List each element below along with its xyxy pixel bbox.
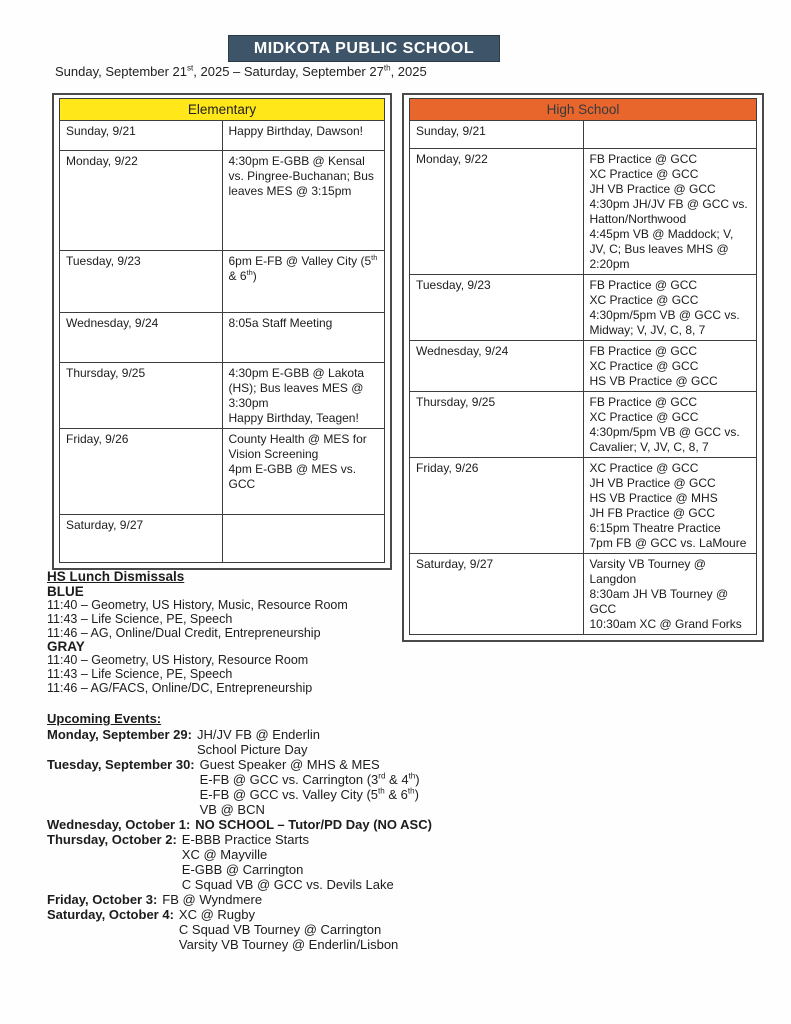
upcoming-event: [47, 817, 687, 832]
lunch-line: 11:46 – AG/FACS, Online/DC, Entrepreneurship: [47, 680, 313, 695]
event-line: JH/JV FB @ Enderlin: [196, 727, 320, 742]
events-cell: [583, 121, 757, 149]
elementary-schedule-table: [52, 93, 392, 570]
events-cell: [583, 392, 757, 458]
schedule-row: [410, 275, 757, 341]
event-line: C Squad VB @ GCC vs. Devils Lake: [181, 877, 394, 892]
elementary-header: Elementary: [60, 99, 385, 121]
event-line: Varsity VB Tourney @ Langdon: [589, 557, 706, 586]
event-date-label: Wednesday, October 1:: [47, 817, 191, 832]
event-line: XC @ Mayville: [181, 847, 268, 862]
event-line: E-GBB @ Carrington: [181, 862, 304, 877]
event-lines: [162, 892, 262, 907]
upcoming-event: [47, 757, 687, 817]
event-line: 4:45pm VB @ Maddock; V, JV, C; Bus leaves MHS @ 2:20pm: [589, 227, 734, 271]
event-line: 7pm FB @ GCC vs. LaMoure: [589, 536, 747, 550]
event-lines: [200, 757, 420, 817]
upcoming-event: [47, 907, 687, 952]
day-cell: Thursday, 9/25: [60, 363, 223, 429]
events-cell: [583, 341, 757, 392]
event-line: VB @ BCN: [199, 802, 265, 817]
event-lines: [182, 832, 394, 892]
high-school-header: High School: [410, 99, 757, 121]
event-line: School Picture Day: [196, 742, 308, 757]
event-date-label: Tuesday, September 30:: [47, 757, 195, 772]
event-line: JH VB Practice @ GCC: [589, 182, 716, 196]
events-cell: [222, 363, 385, 429]
lunch-line: 11:43 – Life Science, PE, Speech: [47, 611, 233, 626]
event-line: XC @ Rugby: [178, 907, 255, 922]
events-cell: [222, 121, 385, 151]
day-cell: Sunday, 9/21: [60, 121, 223, 151]
event-line: 4:30pm/5pm VB @ GCC vs. Midway; V, JV, C, 8, 7: [589, 308, 740, 337]
event-line: 10:30am XC @ Grand Forks: [589, 617, 742, 631]
event-line: 8:05a Staff Meeting: [228, 316, 333, 330]
event-line: XC Practice @ GCC: [589, 293, 699, 307]
schedule-row: [410, 149, 757, 275]
event-line: FB @ Wyndmere: [162, 892, 263, 907]
upcoming-events-section: [47, 711, 687, 952]
event-line: FB Practice @ GCC: [589, 278, 698, 292]
event-line: NO SCHOOL – Tutor/PD Day (NO ASC): [195, 817, 432, 832]
event-date-label: Saturday, October 4:: [47, 907, 174, 922]
event-line: Happy Birthday, Dawson!: [228, 124, 364, 138]
event-line: XC Practice @ GCC: [589, 410, 699, 424]
lunch-line: 11:40 – Geometry, US History, Resource Room: [47, 653, 309, 668]
event-line: C Squad VB Tourney @ Carrington: [178, 922, 382, 937]
schedule-row: [60, 251, 385, 313]
event-line: 4:30pm/5pm VB @ GCC vs. Cavalier; V, JV, C, 8, 7: [589, 425, 740, 454]
events-cell: [222, 251, 385, 313]
schedule-row: [410, 392, 757, 458]
elementary-table: [59, 98, 385, 563]
event-date-label: Friday, October 3:: [47, 892, 158, 907]
day-cell: Wednesday, 9/24: [410, 341, 584, 392]
event-line: County Health @ MES for Vision Screening: [228, 432, 367, 461]
hs-lunch-dismissals-section: [47, 569, 607, 696]
day-cell: Tuesday, 9/23: [60, 251, 223, 313]
day-cell: Saturday, 9/27: [410, 554, 584, 635]
day-cell: Friday, 9/26: [410, 458, 584, 554]
event-line: HS VB Practice @ MHS: [589, 491, 718, 505]
page-title: [228, 35, 500, 62]
events-cell: [222, 151, 385, 251]
event-line: XC Practice @ GCC: [589, 167, 699, 181]
page-title-text: MIDKOTA PUBLIC SCHOOL: [253, 39, 475, 57]
lunch-line: 11:40 – Geometry, US History, Music, Resource Room: [47, 598, 348, 612]
events-cell: [583, 275, 757, 341]
day-cell: Thursday, 9/25: [410, 392, 584, 458]
event-line: 4pm E-GBB @ MES vs. GCC: [228, 462, 357, 491]
day-cell: Monday, 9/22: [410, 149, 584, 275]
day-cell: Wednesday, 9/24: [60, 313, 223, 363]
event-line: XC Practice @ GCC: [589, 461, 699, 475]
event-line: Guest Speaker @ MHS & MES: [199, 757, 380, 772]
event-line: JH FB Practice @ GCC: [589, 506, 716, 520]
lunch-group-name: GRAY: [47, 639, 85, 655]
event-line: 6:15pm Theatre Practice: [589, 521, 721, 535]
event-date-label: Monday, September 29:: [47, 727, 192, 742]
events-cell: [222, 429, 385, 515]
events-cell: [583, 149, 757, 275]
event-line: E-BBB Practice Starts: [181, 832, 309, 847]
day-cell: Tuesday, 9/23: [410, 275, 584, 341]
lunch-line: 11:43 – Life Science, PE, Speech: [47, 667, 233, 682]
high-school-table: [409, 98, 757, 635]
event-line: E-FB @ GCC vs. Carrington (3rd & 4th): [199, 771, 420, 787]
lunch-heading: HS Lunch Dismissals: [47, 569, 185, 584]
schedule-row: [60, 313, 385, 363]
lunch-line: 11:46 – AG, Online/Dual Credit, Entrepreneurship: [47, 625, 321, 640]
day-cell: Monday, 9/22: [60, 151, 223, 251]
events-cell: [222, 313, 385, 363]
event-line: FB Practice @ GCC: [589, 152, 698, 166]
schedule-row: [60, 429, 385, 515]
event-line: JH VB Practice @ GCC: [589, 476, 716, 490]
events-cell: [222, 515, 385, 563]
events-cell: [583, 554, 757, 635]
event-line: HS VB Practice @ GCC: [589, 374, 718, 388]
event-line: 8:30am JH VB Tourney @ GCC: [589, 587, 729, 616]
upcoming-event: [47, 832, 687, 892]
event-line: 4:30pm JH/JV FB @ GCC vs. Hatton/Northwood: [589, 197, 748, 226]
schedule-row: [60, 363, 385, 429]
events-cell: [583, 458, 757, 554]
event-line: 4:30pm E-GBB @ Lakota (HS); Bus leaves MES @ 3:30pm: [228, 366, 365, 410]
event-date-label: Thursday, October 2:: [47, 832, 177, 847]
schedule-row: [410, 341, 757, 392]
event-lines: [179, 907, 398, 952]
schedule-row: [60, 515, 385, 563]
lunch-group-name: BLUE: [47, 584, 84, 599]
day-cell: Saturday, 9/27: [60, 515, 223, 563]
event-line: 4:30pm E-GBB @ Kensal vs. Pingree-Buchanan; Bus leaves MES @ 3:15pm: [228, 154, 374, 198]
event-line: Varsity VB Tourney @ Enderlin/Lisbon: [178, 937, 399, 952]
schedule-row: [60, 121, 385, 151]
event-line: 6pm E-FB @ Valley City (5th & 6th): [228, 253, 378, 283]
upcoming-event: [47, 727, 687, 757]
event-line: FB Practice @ GCC: [589, 344, 698, 358]
date-range: Sunday, September 21st, 2025 – Saturday, September 27th, 2025: [55, 63, 427, 79]
event-line: FB Practice @ GCC: [589, 395, 698, 409]
event-lines: [197, 727, 320, 757]
schedule-row: [410, 458, 757, 554]
event-line: Happy Birthday, Teagen!: [228, 411, 359, 425]
high-school-schedule-table: [402, 93, 764, 642]
schedule-row: [60, 151, 385, 251]
day-cell: Sunday, 9/21: [410, 121, 584, 149]
schedule-row: [410, 121, 757, 149]
event-line: XC Practice @ GCC: [589, 359, 699, 373]
event-line: E-FB @ GCC vs. Valley City (5th & 6th): [199, 786, 419, 802]
upcoming-heading: Upcoming Events:: [47, 711, 162, 726]
day-cell: Friday, 9/26: [60, 429, 223, 515]
event-lines: [195, 817, 432, 832]
upcoming-event: [47, 892, 687, 907]
